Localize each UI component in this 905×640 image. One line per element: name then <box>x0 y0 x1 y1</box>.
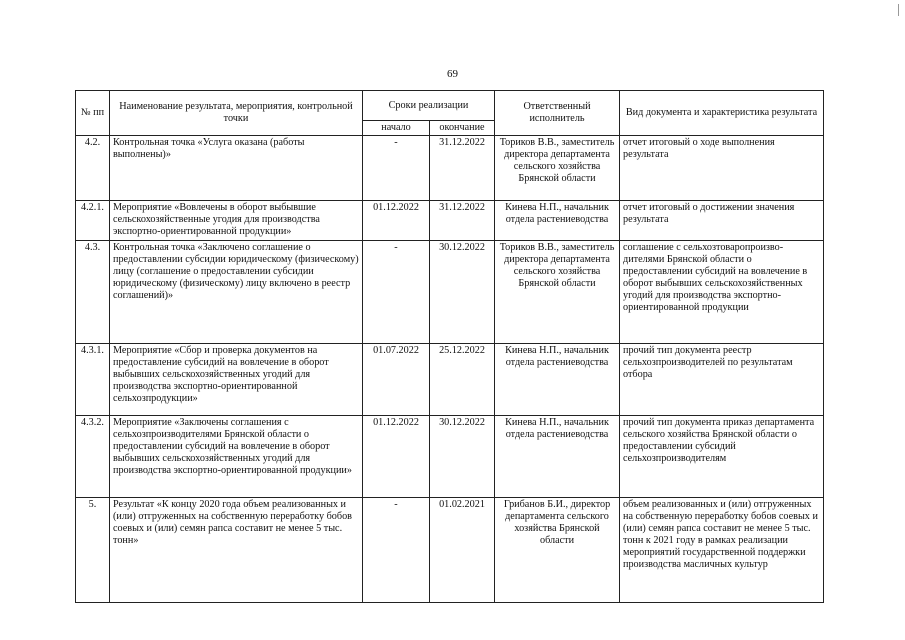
row-responsible: Кинева Н.П., начальник отдела растениеводства <box>495 201 620 241</box>
row-end: 01.02.2021 <box>430 498 495 603</box>
row-doc: отчет итоговый о ходе выполнения результата <box>620 136 824 201</box>
row-doc: соглашение с сельхозтоваропроизво-дителями Брянской области о предоставлении субсидий на вовлечение в оборот выбывших сельскохозяйственных угодий для производства экспортно-ориентированной продукции <box>620 241 824 344</box>
row-end: 30.12.2022 <box>430 416 495 498</box>
row-end: 31.12.2022 <box>430 201 495 241</box>
row-end: 31.12.2022 <box>430 136 495 201</box>
header-terms: Сроки реализации <box>363 91 495 121</box>
header-responsible: Ответственный исполнитель <box>495 91 620 136</box>
header-num: № пп <box>76 91 110 136</box>
row-name: Мероприятие «Сбор и проверка документов на предоставление субсидий на вовлечение в оборот выбывших сельскохозяйственных угодий для производства экспортно-ориентированной сельхозпродукции» <box>110 344 363 416</box>
row-responsible: Ториков В.В., заместитель директора департамента сельского хозяйства Брянской области <box>495 136 620 201</box>
row-name: Результат «К концу 2020 года объем реализованных и (или) отгруженных на собственную переработку бобов соевых и (или) семян рапса составит не менее 5 тыс. тонн» <box>110 498 363 603</box>
row-doc: объем реализованных и (или) отгруженных на собственную переработку бобов соевых и (или) семян рапса составит не менее 5 тыс. тонн к 2021 году в рамках реализации мероприятий государственной поддержки производства масличных культур <box>620 498 824 603</box>
header-start: начало <box>363 121 430 136</box>
row-doc: отчет итоговый о достижении значения результата <box>620 201 824 241</box>
table-row <box>76 416 824 498</box>
edge-mark <box>898 4 899 16</box>
row-num: 4.3.1. <box>76 344 110 416</box>
row-num: 5. <box>76 498 110 603</box>
table-row <box>76 201 824 241</box>
row-name: Мероприятие «Вовлечены в оборот выбывшие сельскохозяйственные угодия для производства экспортно-ориентированной продукции» <box>110 201 363 241</box>
row-doc: прочий тип документа приказ департамента сельского хозяйства Брянской области о предоставлении субсидий сельхозпроизводителям <box>620 416 824 498</box>
row-start: 01.12.2022 <box>363 416 430 498</box>
row-num: 4.3. <box>76 241 110 344</box>
row-start: 01.07.2022 <box>363 344 430 416</box>
results-table <box>75 90 824 603</box>
row-start: - <box>363 136 430 201</box>
row-end: 25.12.2022 <box>430 344 495 416</box>
table-row <box>76 498 824 603</box>
table-row <box>76 344 824 416</box>
page-number: 69 <box>447 68 458 80</box>
header-doc: Вид документа и характеристика результата <box>620 91 824 136</box>
table-row <box>76 136 824 201</box>
row-end: 30.12.2022 <box>430 241 495 344</box>
table-row <box>76 241 824 344</box>
header-end: окончание <box>430 121 495 136</box>
row-num: 4.2.1. <box>76 201 110 241</box>
row-responsible: Ториков В.В., заместитель директора департамента сельского хозяйства Брянской области <box>495 241 620 344</box>
row-num: 4.3.2. <box>76 416 110 498</box>
row-name: Контрольная точка «Услуга оказана (работы выполнены)» <box>110 136 363 201</box>
row-name: Контрольная точка «Заключено соглашение о предоставлении субсидии юридическому (физическому) лицу (соглашение о предоставлении субсидии юридическому (физическому) лицу включено в реестр соглашений)» <box>110 241 363 344</box>
row-responsible: Грибанов Б.И., директор департамента сельского хозяйства Брянской области <box>495 498 620 603</box>
header-name: Наименование результата, мероприятия, контрольной точки <box>110 91 363 136</box>
row-responsible: Кинева Н.П., начальник отдела растениеводства <box>495 416 620 498</box>
row-start: - <box>363 241 430 344</box>
row-responsible: Кинева Н.П., начальник отдела растениеводства <box>495 344 620 416</box>
row-name: Мероприятие «Заключены соглашения с сельхозпроизводителями Брянской области о предоставлении субсидий на вовлечение в оборот выбывших сельскохозяйственных угодий для производства экспортно-ориентированной продукции» <box>110 416 363 498</box>
row-doc: прочий тип документа реестр сельхозпроизводителей по результатам отбора <box>620 344 824 416</box>
row-num: 4.2. <box>76 136 110 201</box>
row-start: 01.12.2022 <box>363 201 430 241</box>
row-start: - <box>363 498 430 603</box>
